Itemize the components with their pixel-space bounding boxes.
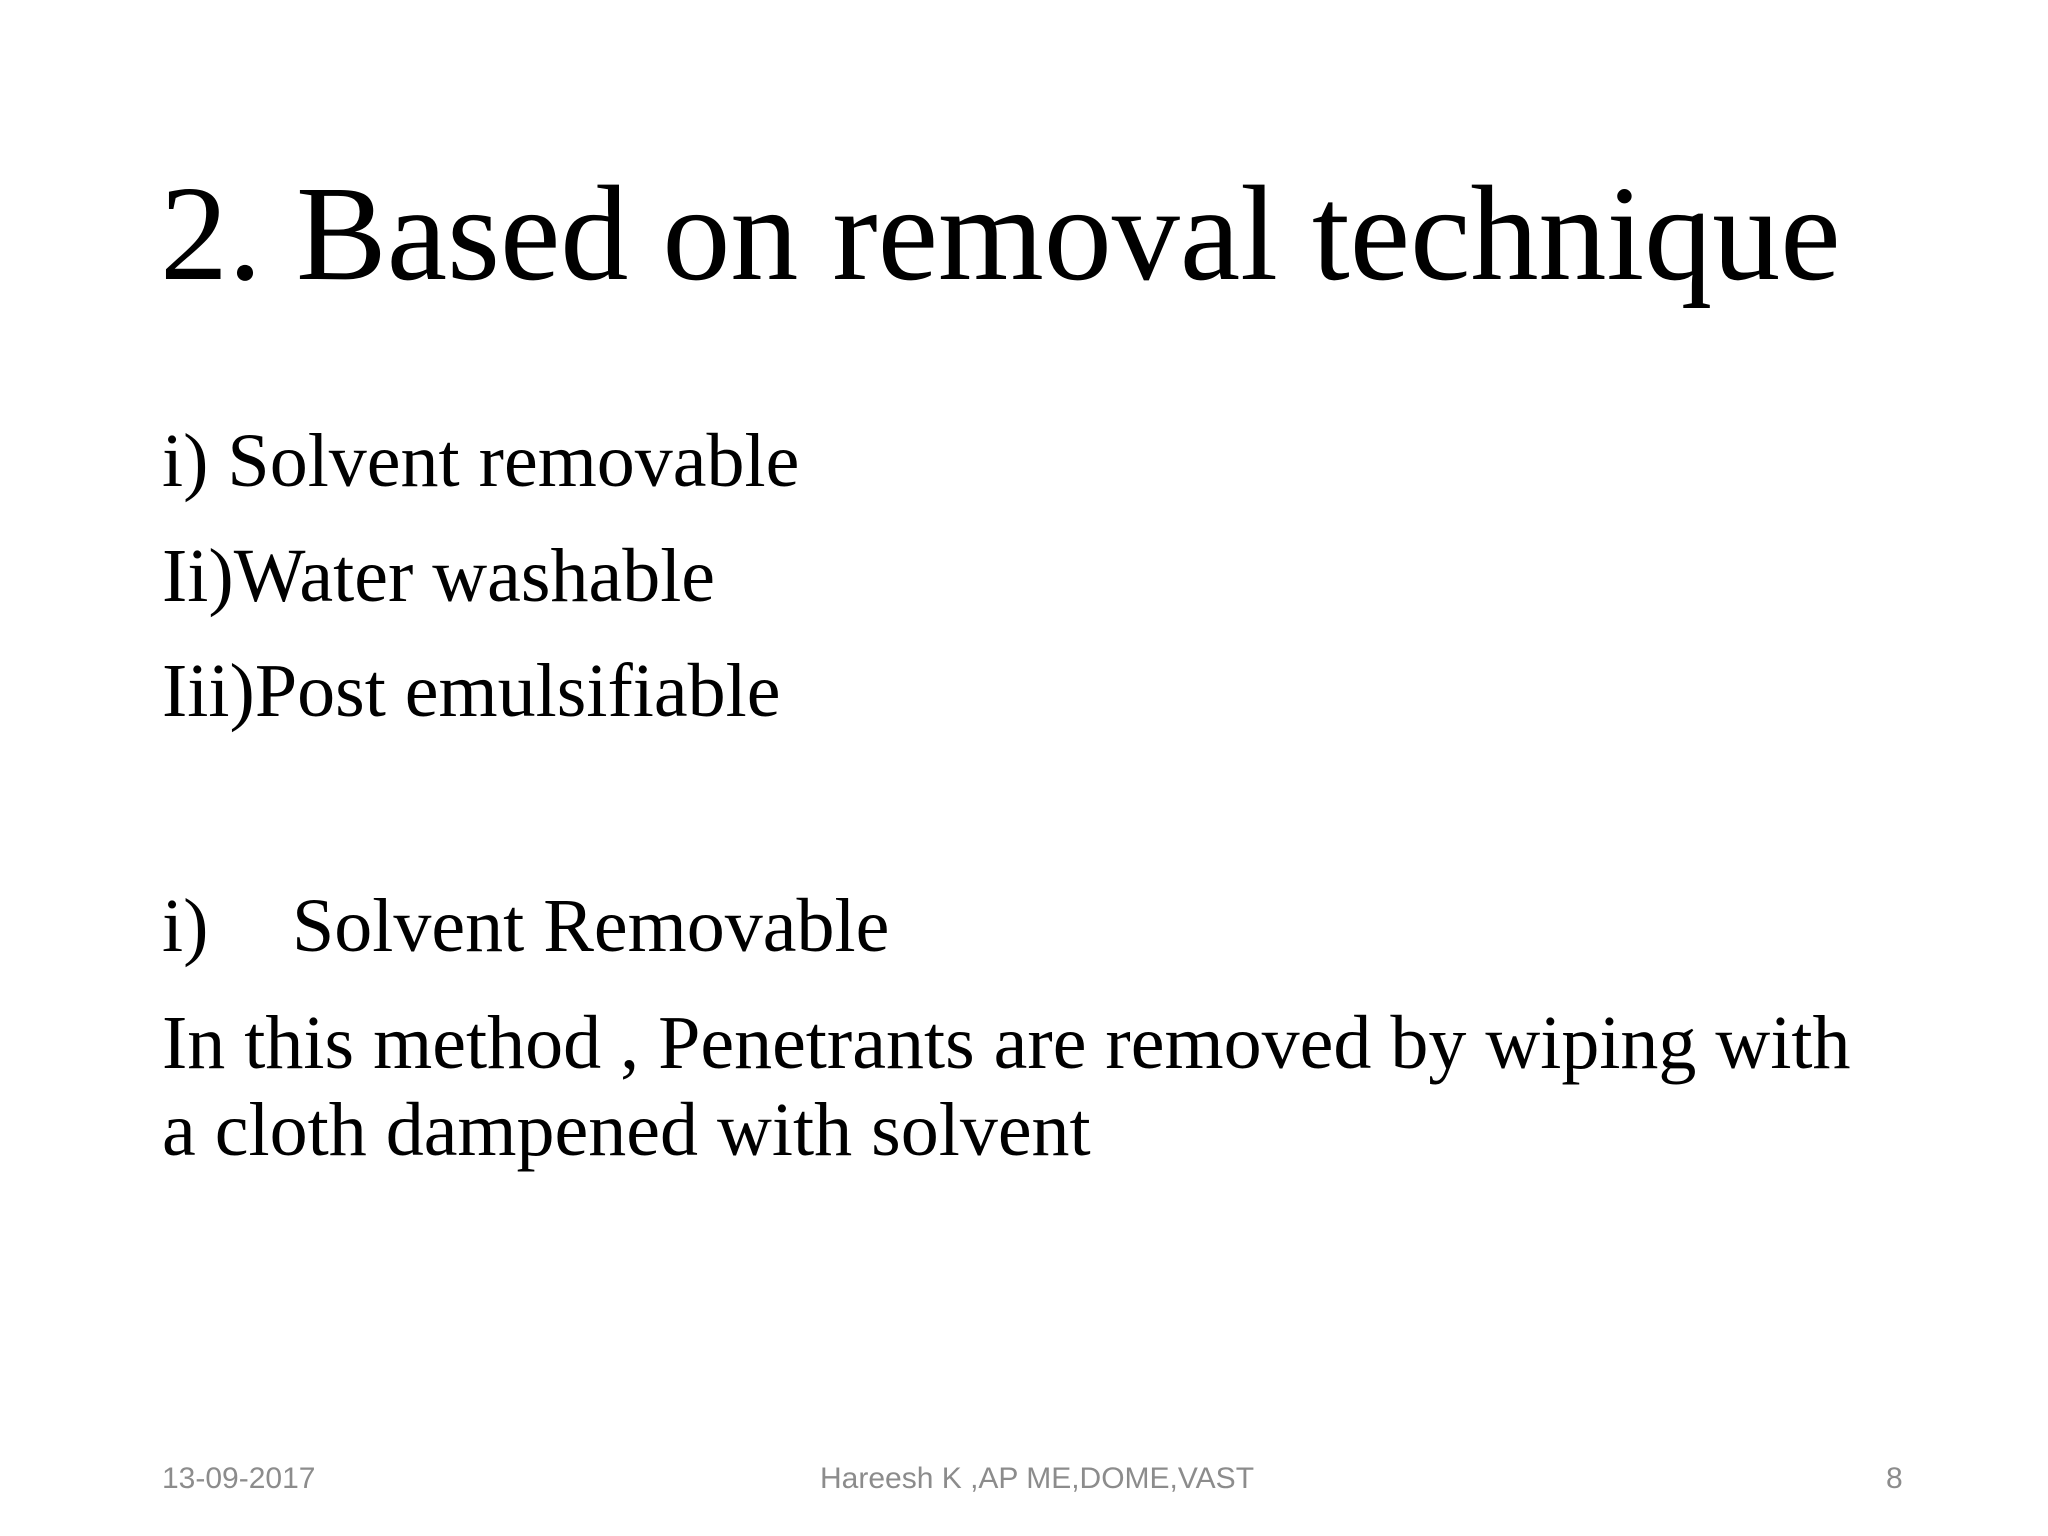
description-paragraph: In this method , Penetrants are removed by wiping with a cloth dampened with solvent [162,1001,1851,1173]
subheading-text: Solvent Removable [292,884,890,968]
footer-page-number: 8 [1886,1462,1903,1495]
subheading-marker: i) [162,884,209,968]
section-subheading [162,885,889,969]
list-item-post-emulsifiable: Iii)Post emulsifiable [162,649,781,733]
footer-date: 13-09-2017 [162,1462,316,1495]
footer-author: Hareesh K ,AP ME,DOME,VAST [820,1462,1255,1495]
slide-title: 2. Based on removal technique [160,159,1841,309]
list-item-water-washable: Ii)Water washable [162,534,716,618]
list-item-solvent-removable: i) Solvent removable [162,419,800,503]
